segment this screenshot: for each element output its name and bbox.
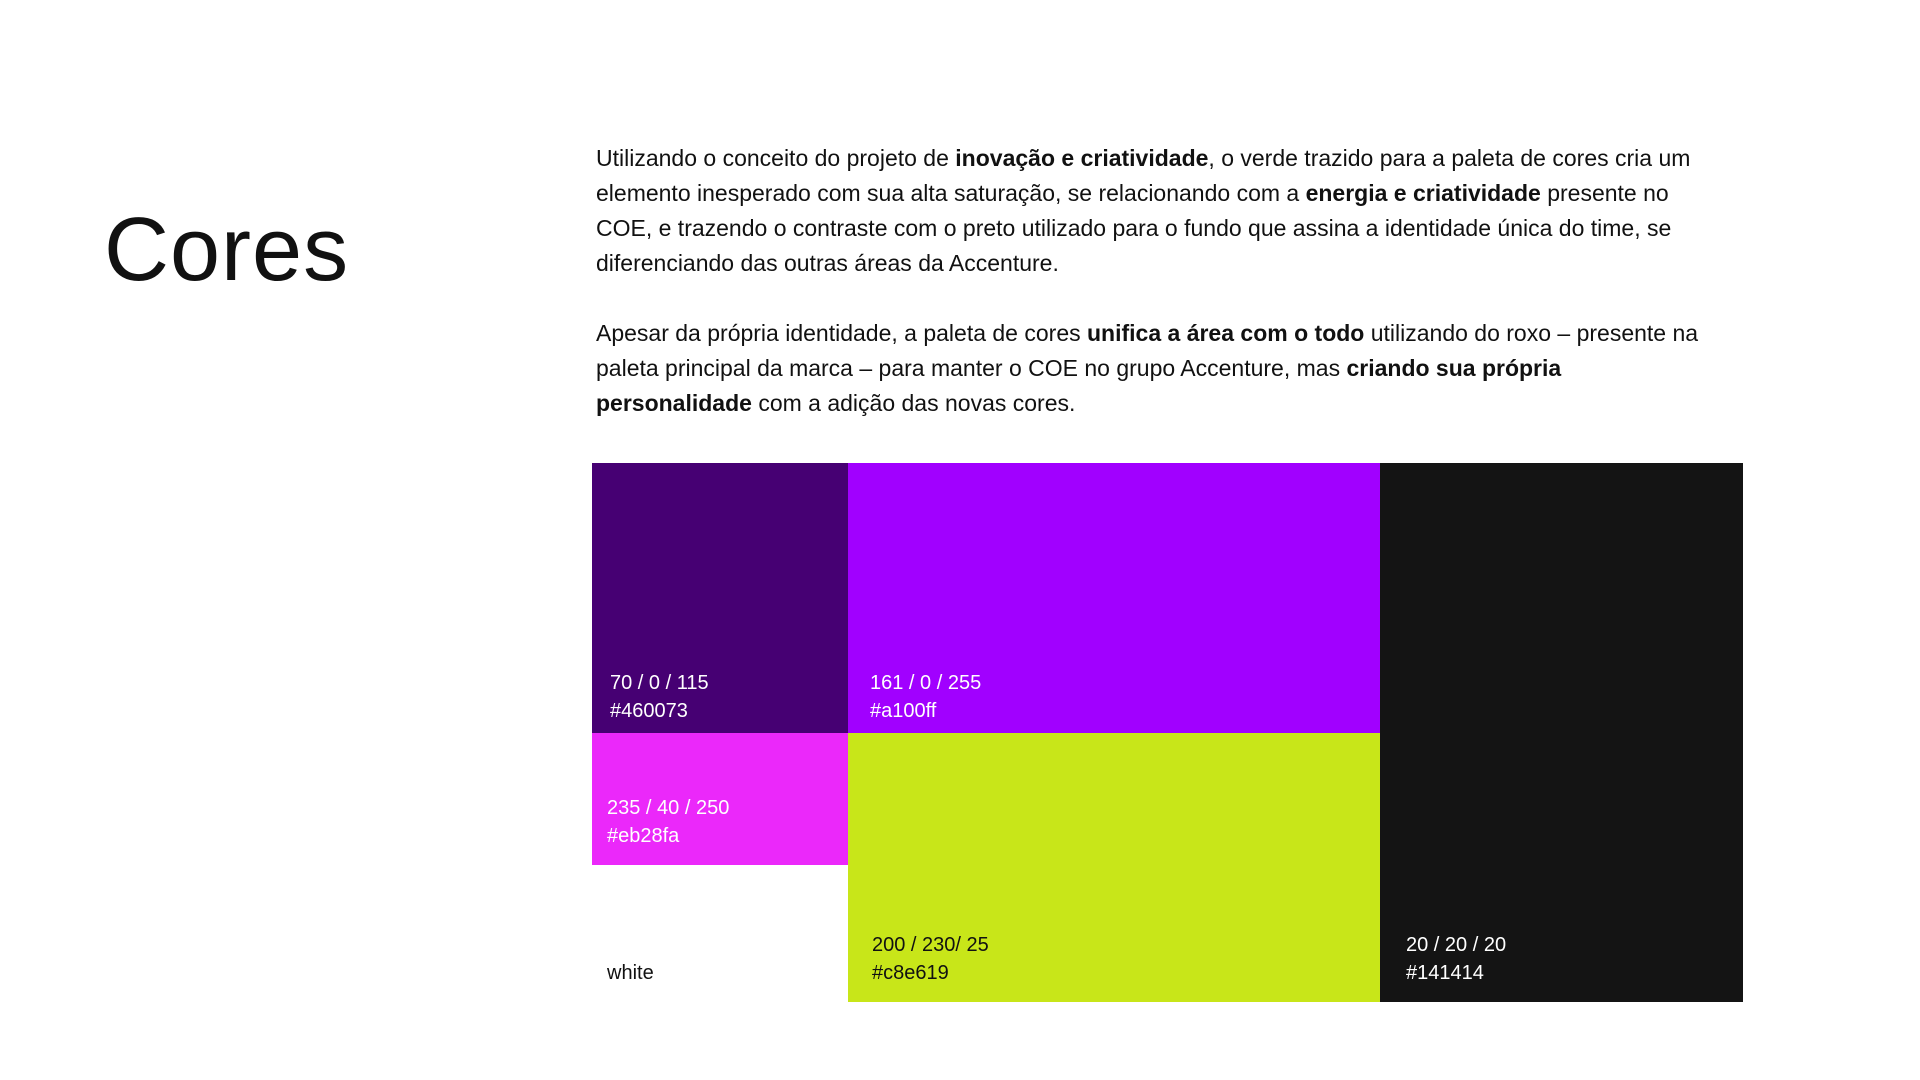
paragraph-1-bold: inovação e criatividade — [955, 145, 1209, 171]
swatch-rgb: 70 / 0 / 115 — [610, 672, 709, 694]
swatch-rgb: 200 / 230/ 25 — [872, 934, 989, 956]
swatch-rgb: 20 / 20 / 20 — [1406, 934, 1507, 956]
paragraph-2-bold: unifica a área com o todo — [1087, 320, 1365, 346]
paragraph-2-bold: criando sua própria personalidade — [596, 355, 1562, 416]
color-palette — [592, 463, 1743, 1002]
swatch-rgb: 235 / 40 / 250 — [607, 797, 730, 819]
paragraph-1-run: Utilizando o conceito do projeto de — [596, 145, 956, 171]
paragraph-2-run: Apesar da própria identidade, a paleta de cores — [596, 320, 1087, 346]
swatch-purple — [848, 463, 1380, 733]
paragraph-1-bold: energia e criatividade — [1305, 180, 1541, 206]
swatch-dark-purple — [592, 463, 848, 733]
swatch-hex: #460073 — [610, 700, 688, 722]
page-title: Cores — [104, 200, 350, 300]
swatch-hex: #a100ff — [870, 700, 937, 722]
paragraph-1 — [596, 141, 1706, 281]
swatch-lime — [848, 733, 1380, 1002]
paragraph-2-run: com a adição das novas cores. — [751, 390, 1076, 416]
swatch-black — [1380, 463, 1743, 1002]
swatch-label — [1406, 931, 1506, 987]
paragraph-2 — [596, 316, 1706, 421]
paragraph-1-run: presente no COE, e trazendo o contraste com o preto utilizado para o fundo que assina a identidade única do time, se diferenciando das outras áreas da Accenture. — [596, 180, 1672, 276]
swatch-label — [610, 669, 709, 725]
paragraph-2-run: utilizando do roxo – presente na paleta principal da marca – para manter o COE no grupo Accenture, mas — [596, 320, 1699, 381]
swatch-hex: #141414 — [1406, 962, 1484, 984]
swatch-label — [870, 669, 981, 725]
swatch-name: white — [607, 962, 654, 984]
swatch-white — [592, 865, 848, 1002]
swatch-label — [607, 959, 654, 987]
swatch-hex: #eb28fa — [607, 825, 680, 847]
swatch-rgb: 161 / 0 / 255 — [870, 672, 982, 694]
swatch-hex: #c8e619 — [872, 962, 949, 984]
paragraph-1-run: , o verde trazido para a paleta de cores cria um elemento inesperado com sua alta saturação, se relacionando com a — [596, 145, 1691, 206]
swatch-label — [872, 931, 989, 987]
swatch-label — [607, 794, 729, 850]
description-text — [596, 141, 1706, 456]
swatch-magenta — [592, 733, 848, 865]
